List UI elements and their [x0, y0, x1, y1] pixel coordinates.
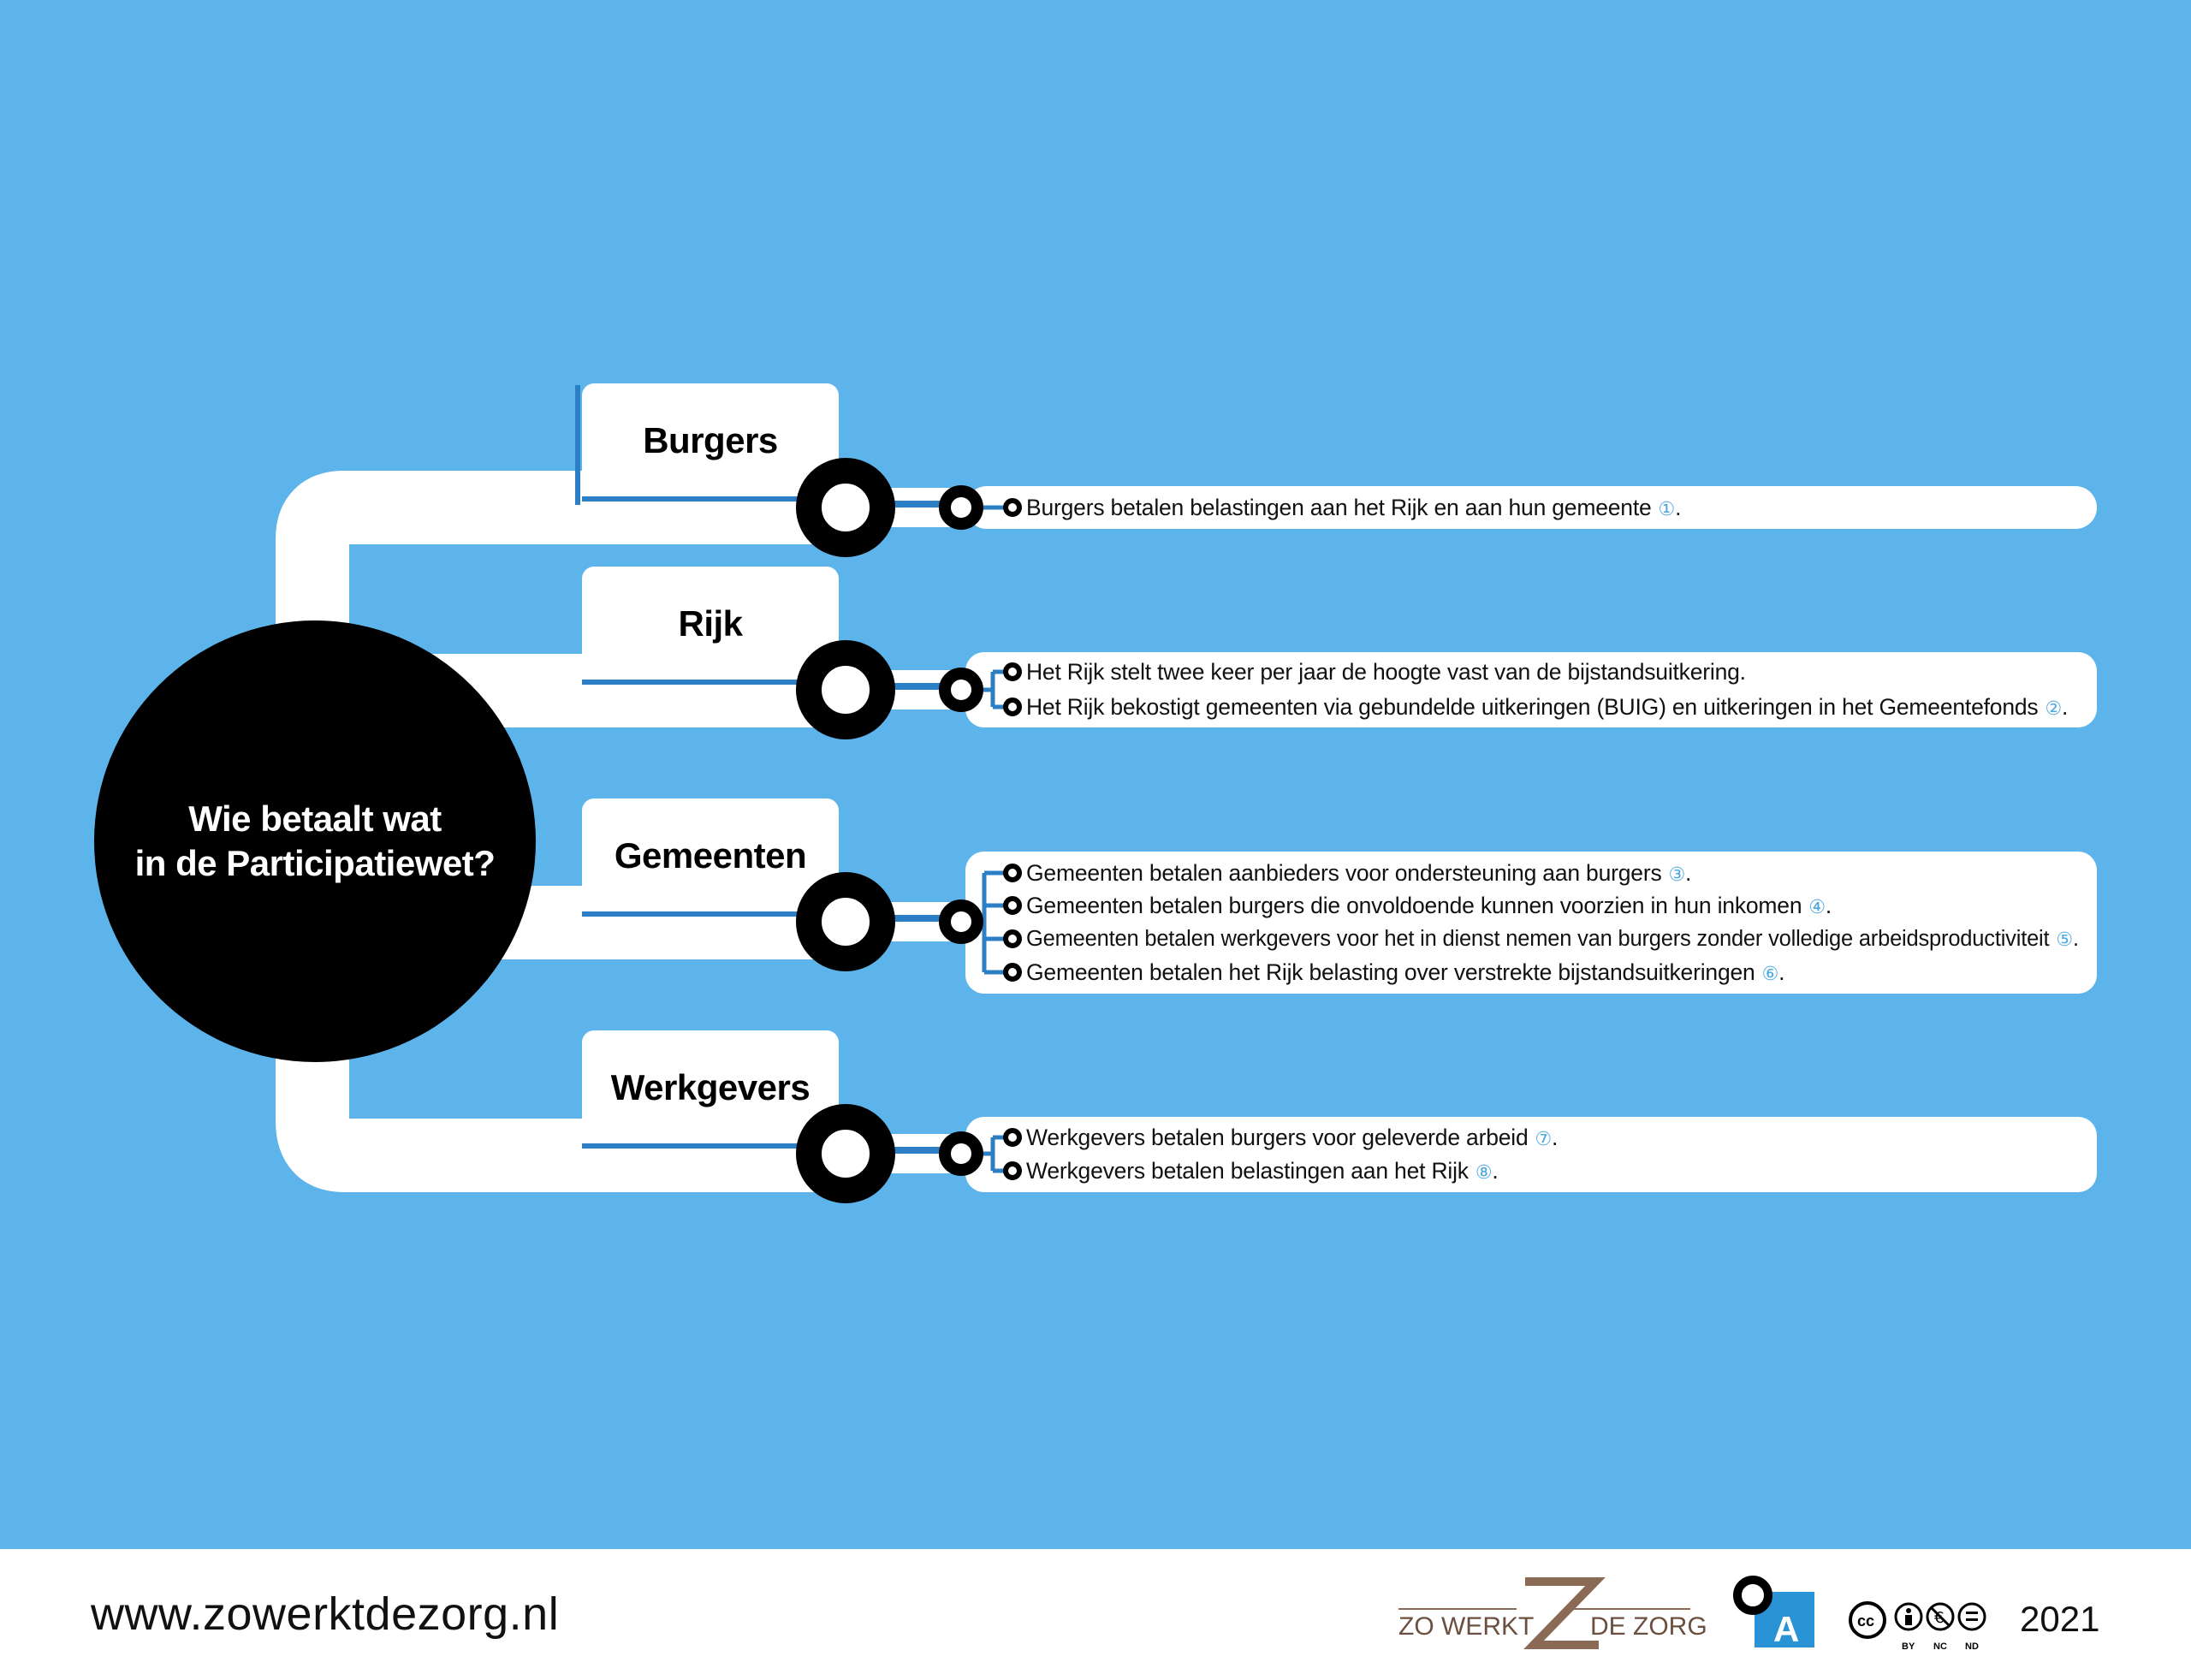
reference-number: ⑧: [1475, 1161, 1493, 1183]
item-text: Werkgevers betalen burgers voor geleverde arbeid: [1026, 1125, 1529, 1150]
bullet-ring: [1006, 1131, 1019, 1144]
logo-text-left: ZO WERKT: [1398, 1612, 1535, 1641]
small-ring-rijk: [945, 674, 977, 706]
cc-term-nc: NC: [1933, 1641, 1947, 1652]
reference-number: ⑤: [2056, 929, 2073, 950]
category-label-werkgevers: Werkgevers: [610, 1067, 810, 1107]
item-werkgevers-1: Werkgevers betalen burgers voor geleverde arbeid ⑦.: [1026, 1125, 1559, 1150]
item-rijk-1: [1026, 655, 1746, 689]
small-ring-gemeenten: [945, 905, 977, 938]
item-rijk-2: Het Rijk bekostigt gemeenten via gebundelde uitkeringen (BUIG) en uitkeringen in het Gemeentefonds ②.: [1026, 694, 2069, 720]
reference-number: ⑥: [1761, 963, 1779, 984]
item-gemeenten-4: Gemeenten betalen het Rijk belasting over verstrekte bijstandsuitkeringen ⑥.: [1026, 959, 1785, 985]
nd-icon: [1959, 1604, 1985, 1630]
reference-number: ⑦: [1535, 1128, 1553, 1149]
item-text: Het Rijk stelt twee keer per jaar de hoogte vast van de bijstandsuitkering.: [1026, 659, 1746, 685]
reference-number: ①: [1658, 498, 1676, 519]
logo-text-right: DE ZORG: [1590, 1612, 1707, 1641]
bullet-ring: [1006, 501, 1019, 514]
small-ring-werkgevers: [945, 1137, 977, 1170]
bullet-ring: [1006, 866, 1019, 880]
small-ring-burgers: [945, 491, 977, 524]
logo-a-letter: A: [1773, 1609, 1800, 1649]
item-burgers-1: Burgers betalen belastingen aan het Rijk en aan hun gemeente ①.: [1026, 495, 1682, 520]
creative-commons-license-icon[interactable]: [1849, 1596, 1994, 1656]
website-link[interactable]: www.zowerktdezorg.nl: [91, 1588, 560, 1640]
item-text: Gemeenten betalen het Rijk belasting over verstrekte bijstandsuitkeringen: [1026, 959, 1755, 985]
cc-term-by: BY: [1902, 1641, 1915, 1652]
item-text: Gemeenten betalen aanbieders voor ondersteuning aan burgers: [1026, 860, 1662, 886]
category-label-rijk: Rijk: [678, 603, 743, 644]
item-text: Het Rijk bekostigt gemeenten via gebundelde uitkeringen (BUIG) en uitkeringen in het Gemeentefonds: [1026, 694, 2039, 720]
bullet-ring: [1006, 932, 1019, 946]
center-title-line2: in de Participatiewet?: [134, 843, 496, 883]
item-text: Gemeenten betalen burgers die onvoldoende kunnen voorzien in hun inkomen: [1026, 893, 1802, 918]
bullet-ring: [1006, 1164, 1019, 1178]
item-text: Werkgevers betalen belastingen aan het Rijk: [1026, 1158, 1469, 1184]
bullet-ring: [1006, 899, 1019, 912]
bullet-ring: [1006, 665, 1019, 679]
center-title-line1: Wie betaalt wat: [188, 798, 442, 839]
item-text: Gemeenten betalen werkgevers voor het in dienst nemen van burgers zonder volledige arbeidsproductiviteit: [1026, 927, 2050, 951]
item-text: Burgers betalen belastingen aan het Rijk en aan hun gemeente: [1026, 495, 1652, 520]
zo-werkt-de-zorg-logo: [1397, 1575, 1707, 1656]
center-title: [94, 620, 536, 1062]
item-gemeenten-3: Gemeenten betalen werkgevers voor het in dienst nemen van burgers zonder volledige arbeidsproductiviteit ⑤.: [1026, 927, 2079, 951]
bullet-ring: [1006, 965, 1019, 979]
year-label: 2021: [2020, 1599, 2100, 1639]
item-gemeenten-2: Gemeenten betalen burgers die onvoldoende kunnen voorzien in hun inkomen ④.: [1026, 893, 1832, 918]
a-logo: [1729, 1575, 1819, 1652]
reference-number: ②: [2045, 698, 2062, 719]
svg-text:€: €: [1934, 1609, 1945, 1627]
logo-z-shape: [1525, 1582, 1599, 1645]
reference-number: ③: [1668, 864, 1686, 885]
bullet-ring: [1006, 700, 1019, 714]
item-gemeenten-1: Gemeenten betalen aanbieders voor ondersteuning aan burgers ③.: [1026, 860, 1692, 886]
reference-number: ④: [1808, 896, 1826, 917]
cc-term-nd: ND: [1965, 1641, 1979, 1652]
cc-badge-text: cc: [1857, 1612, 1875, 1630]
category-label-gemeenten: Gemeenten: [614, 835, 807, 876]
category-label-burgers: Burgers: [643, 420, 778, 460]
item-werkgevers-2: Werkgevers betalen belastingen aan het Rijk ⑧.: [1026, 1158, 1499, 1184]
